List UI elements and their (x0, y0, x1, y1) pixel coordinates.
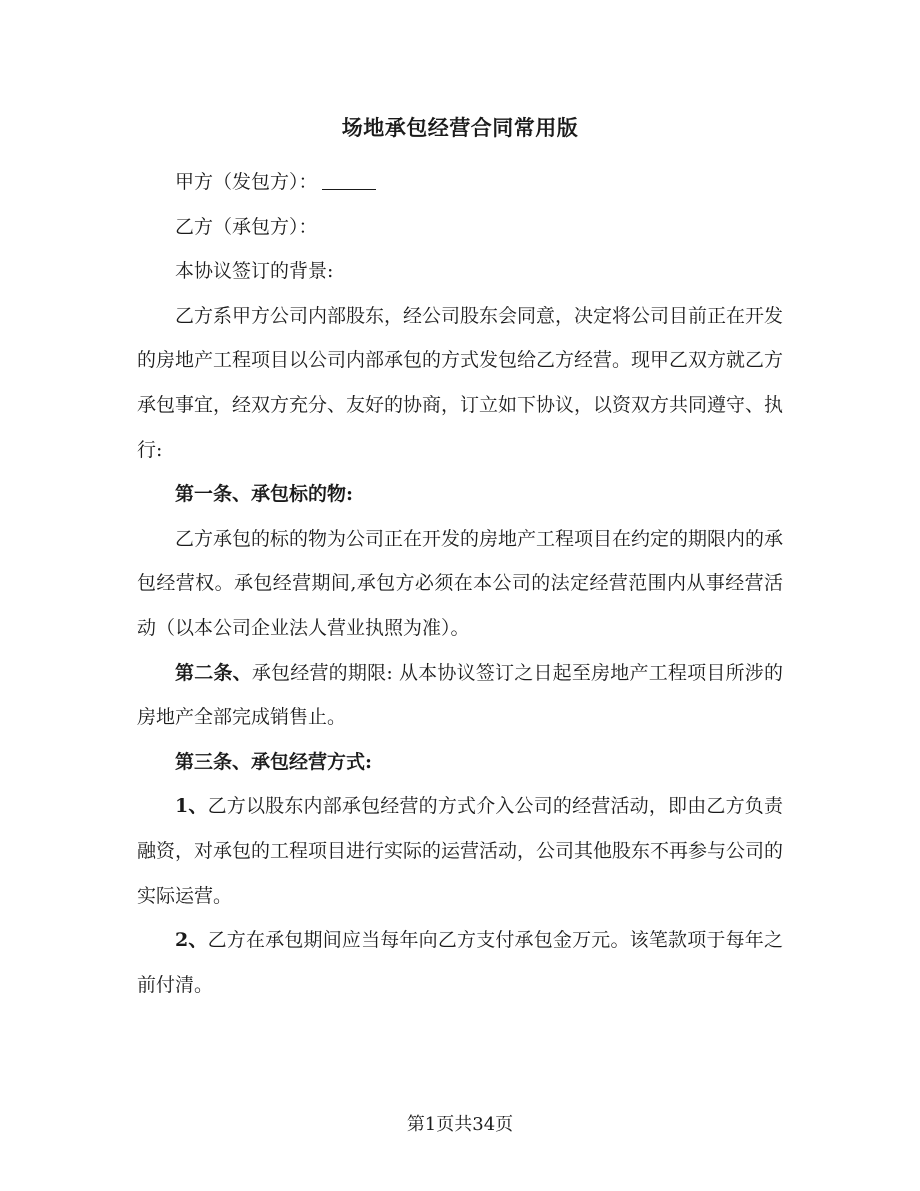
article-1-paragraph: 乙方承包的标的物为公司正在开发的房地产工程项目在约定的期限内的承包经营权。承包经营期间,承包方必须在本公司的法定经营范围内从事经营活动（以本公司企业法人营业执照为准）。 (137, 527, 784, 639)
party-a-label: 甲方（发包方）： (175, 171, 318, 193)
article-3-item-2 (137, 918, 783, 1007)
item-1-text: 乙方以股东内部承包经营的方式介入公司的经营活动，即由乙方负责融资，对承包的工程项目进行实际的运营活动，公司其他股东不再参与公司的实际运营。 (137, 795, 784, 907)
item-1-number: 1、 (175, 795, 208, 818)
article-2-heading: 第二条、 (175, 661, 252, 684)
party-a-line (137, 160, 783, 205)
background-label: 本协议签订的背景: (175, 260, 334, 283)
page-indicator: 第1页共34页 (406, 1114, 514, 1135)
party-a-blank (322, 171, 376, 190)
article-2-text: 承包经营的期限: 从本协议签订之日起至房地产工程项目所涉的房地产全部完成销售止。 (137, 661, 783, 729)
background-paragraph: 乙方系甲方公司内部股东，经公司股东会同意，决定将公司目前正在开发的房地产工程项目以公司内部承包的方式发包给乙方经营。现甲乙双方就乙方承包事宜，经双方充分、友好的协商，订立如下协议，以资双方共同遵守、执行: (137, 304, 784, 461)
article-2-paragraph (137, 651, 783, 740)
document-title: 场地承包经营合同常用版 (341, 115, 579, 140)
article-3-item-1 (137, 784, 783, 918)
document-body (137, 160, 783, 1007)
item-2-text: 乙方在承包期间应当每年向乙方支付承包金万元。该笔款项于每年之前付清。 (137, 929, 783, 996)
article-3-heading: 第三条、承包经营方式: (175, 750, 373, 773)
party-b-line (137, 205, 783, 250)
party-b-label: 乙方（承包方）： (175, 215, 318, 238)
article-1-heading: 第一条、承包标的物: (175, 483, 354, 506)
item-2-number: 2、 (175, 929, 208, 952)
